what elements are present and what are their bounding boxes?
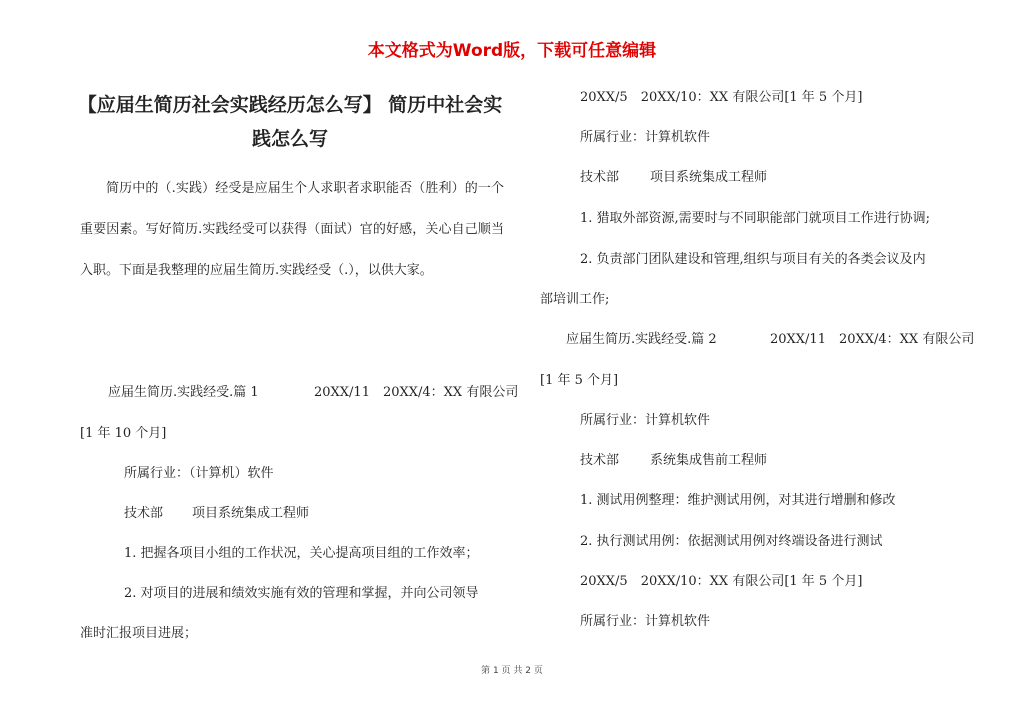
section2-position: 系统集成售前工程师: [650, 453, 768, 468]
section1-duty-1: 1. 把握各项目小组的工作状况，关心提高项目组的工作效率；: [124, 546, 479, 561]
section1-period: 20XX/11 20XX/4：XX 有限公司: [314, 385, 519, 400]
section2-duty-1: 1. 测试用例整理：维护测试用例，对其进行增删和修改: [580, 493, 896, 508]
section2-industry: 所属行业：计算机软件: [580, 413, 711, 428]
section1-heading: 应届生简历.实践经受.篇 1: [108, 385, 259, 400]
right-duty-2: 2. 负责部门团队建设和管理,组织与项目有关的各类会议及内: [580, 252, 926, 267]
right-duty-1: 1. 猎取外部资源,需要时与不同职能部门就项目工作进行协调;: [580, 211, 931, 226]
section2-industry-2: 所属行业：计算机软件: [580, 614, 711, 629]
section1-duty-2-cont: 准时汇报项目进展；: [80, 626, 198, 641]
right-period-1: 20XX/5 20XX/10：XX 有限公司[1 年 5 个月]: [580, 90, 863, 105]
section2-heading: 应届生简历.实践经受.篇 2: [566, 332, 717, 347]
section2-department: 技术部: [580, 453, 620, 468]
section2-duty-2: 2. 执行测试用例：依据测试用例对终端设备进行测试: [580, 534, 883, 549]
section1-position: 项目系统集成工程师: [192, 506, 310, 521]
page-number: 第 1 页 共 2 页: [481, 666, 543, 676]
right-position-1: 项目系统集成工程师: [650, 170, 768, 185]
section1-department: 技术部: [124, 506, 164, 521]
section1-duration: [1 年 10 个月]: [80, 426, 167, 441]
section1-industry: 所属行业：（计算机）软件: [124, 466, 274, 481]
section1-duty-2: 2. 对项目的进展和绩效实施有效的管理和掌握，并向公司领导: [124, 586, 479, 601]
intro-paragraph: 简历中的（.实践）经受是应届生个人求职者求职能否（胜利）的一个重要因素。写好简历.实践经受可以获得（面试）官的好感，关心自己顺当入职。下面是我整理的应届生简历.实践经受（.），以供大家。: [80, 181, 504, 278]
section2-duration: [1 年 5 个月]: [540, 373, 619, 388]
right-industry-1: 所属行业：计算机软件: [580, 130, 711, 145]
section2-period: 20XX/11 20XX/4：XX 有限公司: [770, 332, 975, 347]
section2-period-2: 20XX/5 20XX/10：XX 有限公司[1 年 5 个月]: [580, 574, 863, 589]
word-format-banner: 本文格式为Word版，下载可任意编辑: [367, 41, 657, 61]
right-department-1: 技术部: [580, 170, 620, 185]
right-duty-2-cont: 部培训工作;: [540, 292, 610, 307]
document-title: 【应届生简历社会实践经历怎么写】 简历中社会实践怎么写: [77, 94, 503, 150]
